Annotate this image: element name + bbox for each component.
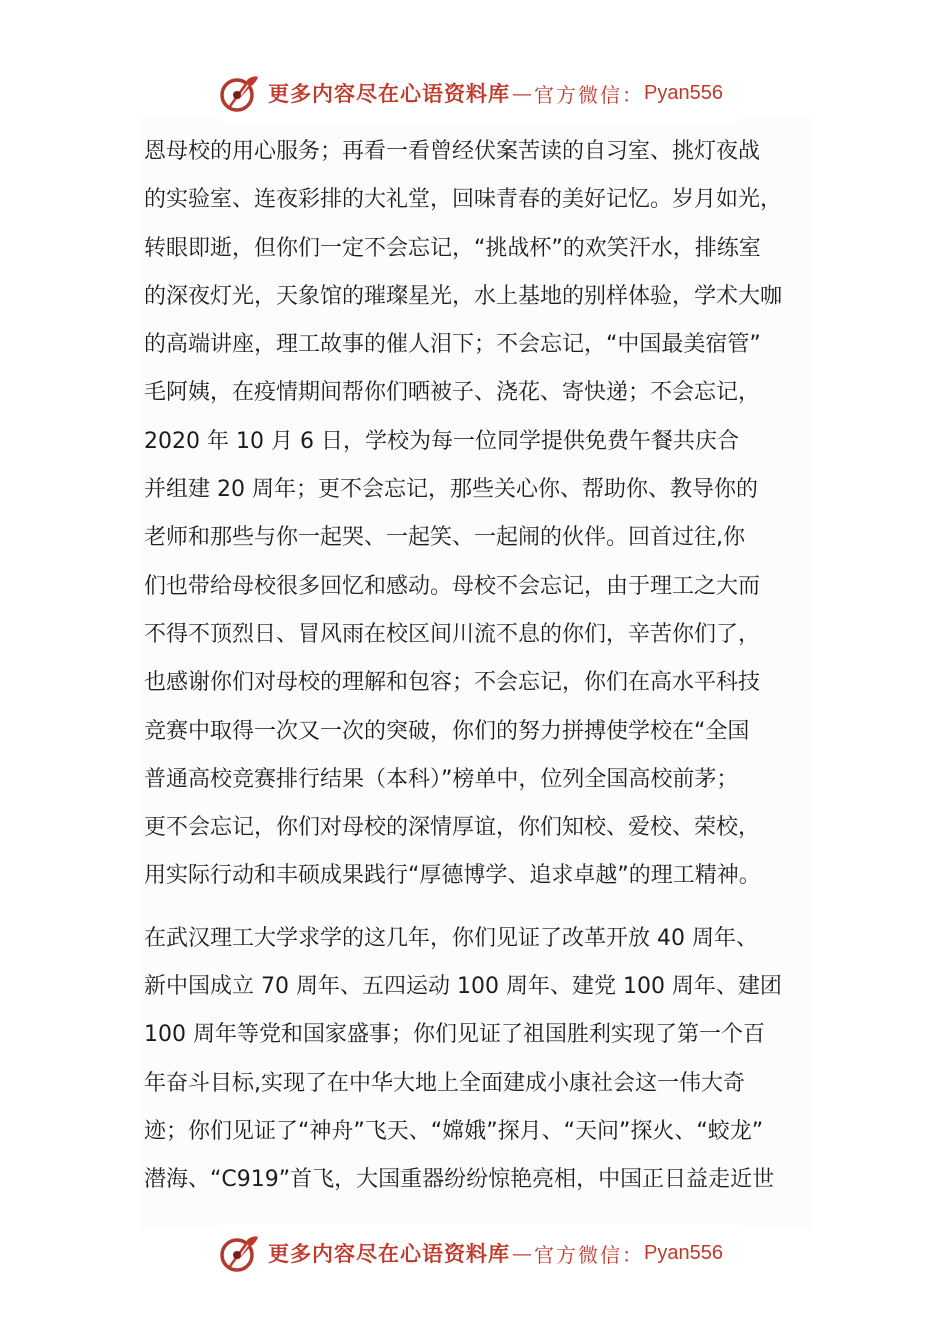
text-line: 新中国成立 70 周年、五四运动 100 周年、建党 100 周年、建团 (144, 974, 782, 1000)
footer-banner-title: 更多内容尽在心语资料库 (268, 1241, 510, 1266)
text-line: 年奋斗目标,实现了在中华大地上全面建成小康社会这一伟大奇 (144, 1070, 745, 1096)
header-banner[interactable] (218, 64, 738, 122)
text-line: 并组建 20 周年；更不会忘记，那些关心你、帮助你、教导你的 (144, 477, 758, 503)
text-line: 100 周年等党和国家盛事；你们见证了祖国胜利实现了第一个百 (144, 1022, 765, 1048)
document-body (144, 128, 816, 1205)
text-line: 在武汉理工大学求学的这几年，你们见证了改革开放 40 周年、 (144, 925, 758, 951)
text-line: 用实际行动和丰硕成果践行“厚德博学、追求卓越”的理工精神。 (144, 863, 761, 889)
quill-pen-logo-icon (218, 71, 262, 115)
text-line: 更不会忘记，你们对母校的深情厚谊，你们知校、爱校、荣校， (144, 815, 761, 841)
quill-pen-logo-icon (218, 1231, 262, 1275)
footer-banner-account: Pyan556 (644, 1241, 723, 1264)
text-line: 不得不顶烈日、冒风雨在校区间川流不息的你们，辛苦你们了， (144, 621, 761, 647)
text-line: 2020 年 10 月 6 日，学校为每一位同学提供免费午餐共庆合 (144, 428, 739, 454)
paragraph (144, 915, 816, 1205)
header-banner-account: Pyan556 (644, 81, 723, 104)
footer-banner[interactable] (218, 1224, 738, 1282)
text-line: 也感谢你们对母校的理解和包容；不会忘记，你们在高水平科技 (144, 670, 761, 696)
text-line: 毛阿姨，在疫情期间帮你们晒被子、浇花、寄快递；不会忘记， (144, 380, 761, 406)
header-banner-dash: — (512, 81, 532, 105)
text-line: 的实验室、连夜彩排的大礼堂，回味青春的美好记忆。岁月如光， (144, 187, 783, 213)
text-line: 恩母校的用心服务；再看一看曾经伏案苦读的自习室、挑灯夜战 (144, 139, 761, 164)
text-line: 普通高校竞赛排行结果（本科）”榜单中，位列全国高校前茅； (144, 766, 739, 792)
text-line: 们也带给母校很多回忆和感动。母校不会忘记，由于理工之大而 (144, 573, 761, 599)
footer-banner-label: 官方微信： (534, 1242, 644, 1267)
text-line: 迹；你们见证了“神舟”飞天、“嫦娥”探月、“天问”探火、“蛟龙” (144, 1118, 764, 1144)
text-line: 的高端讲座，理工故事的催人泪下；不会忘记，“中国最美宿管” (144, 332, 761, 358)
text-line: 潜海、“C919”首飞，大国重器纷纷惊艳亮相，中国正日益走近世 (144, 1167, 775, 1193)
header-banner-label: 官方微信： (534, 82, 644, 107)
paragraph (144, 128, 816, 901)
text-line: 转眼即逝，但你们一定不会忘记，“挑战杯”的欢笑汗水，排练室 (144, 235, 761, 261)
text-line: 竞赛中取得一次又一次的突破，你们的努力拼搏使学校在“全国 (144, 718, 750, 744)
header-banner-title: 更多内容尽在心语资料库 (268, 81, 510, 106)
footer-banner-dash: — (512, 1241, 532, 1265)
paragraph-spacer (144, 901, 816, 915)
text-line: 老师和那些与你一起哭、一起笑、一起闹的伙伴。回首过往,你 (144, 525, 745, 551)
text-line: 的深夜灯光，天象馆的璀璨星光，水上基地的别样体验，学术大咖 (144, 283, 783, 309)
